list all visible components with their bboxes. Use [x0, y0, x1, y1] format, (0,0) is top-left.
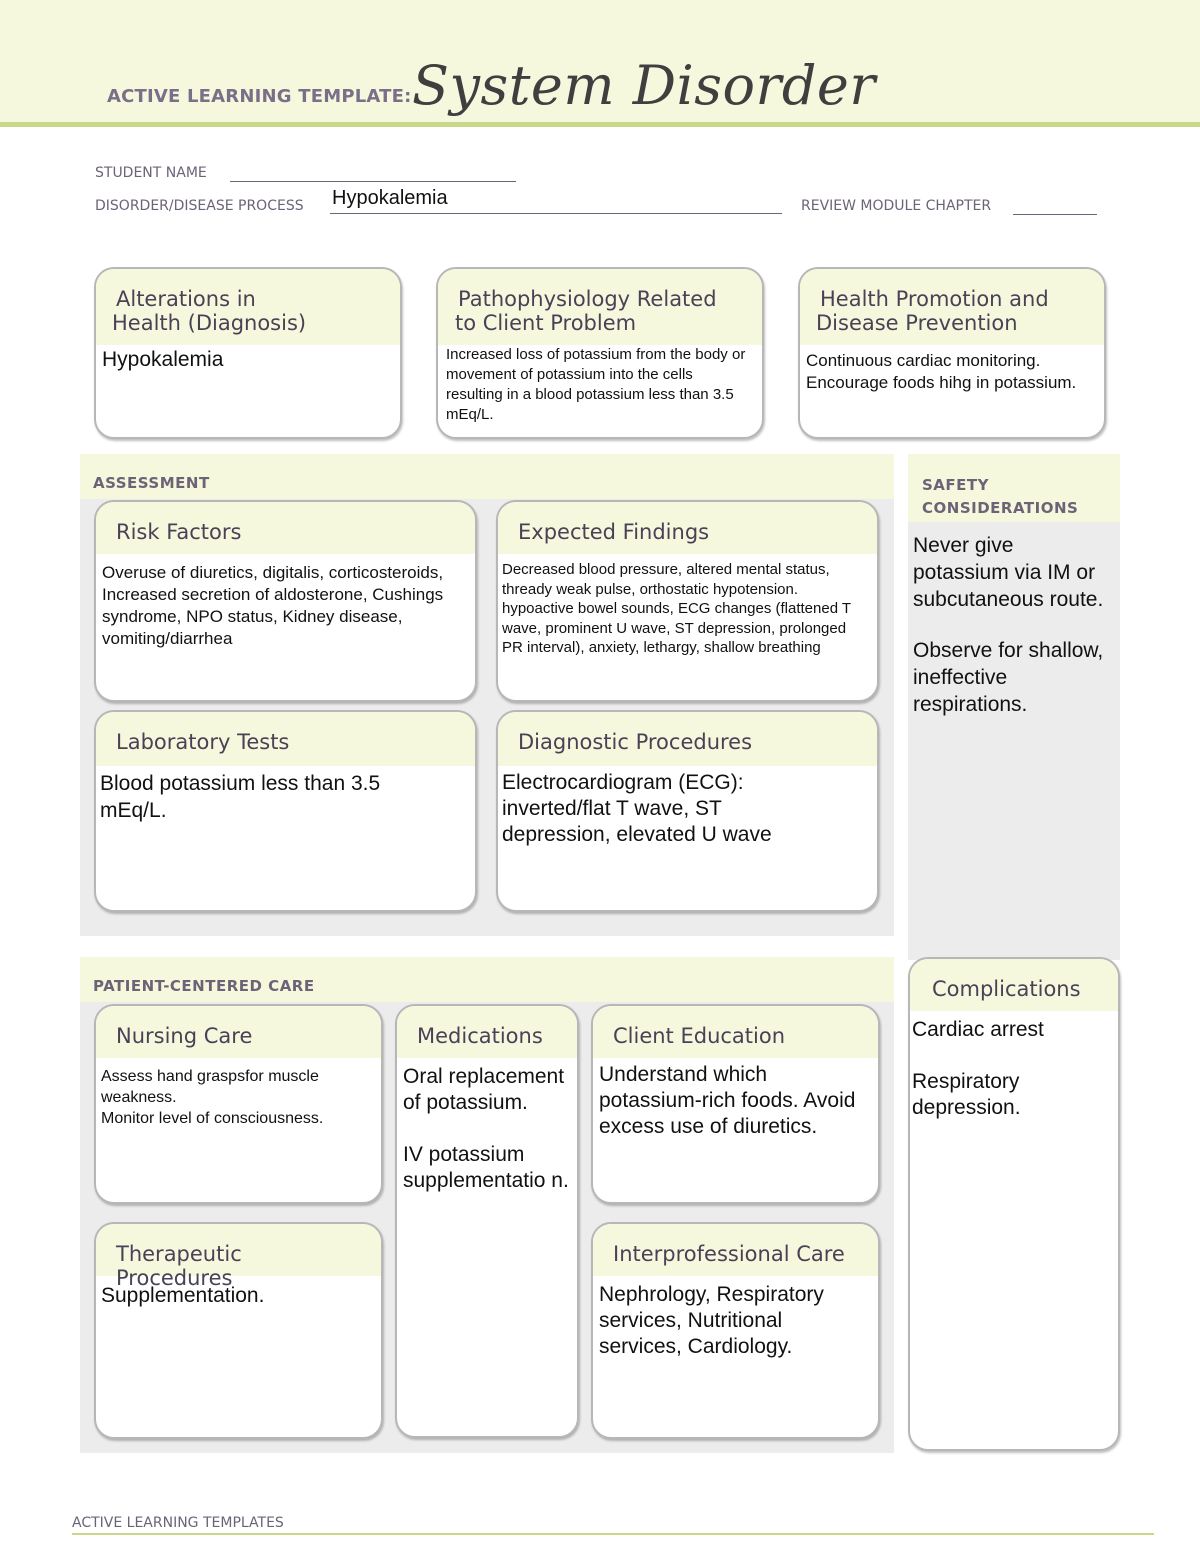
- nursing-care-line2: Monitor level of consciousness.: [101, 1110, 324, 1127]
- footer-text: ACTIVE LEARNING TEMPLATES: [72, 1515, 284, 1531]
- client-education-card: [591, 1004, 880, 1204]
- disorder-label: DISORDER/DISEASE PROCESS: [95, 198, 304, 214]
- pathophysiology-card: [436, 267, 764, 439]
- footer-rule: [72, 1533, 1154, 1535]
- safety-title: [922, 474, 1078, 520]
- safety-para2: Observe for shallow, ineffective respirations.: [913, 639, 1104, 716]
- patient-care-title: PATIENT-CENTERED CARE: [93, 977, 315, 995]
- complications-card: [908, 957, 1120, 1451]
- alterations-title-line2: Health (Diagnosis): [112, 311, 307, 335]
- health-promotion-card: [798, 267, 1106, 439]
- complications-para2: Respiratory depression.: [912, 1070, 1021, 1119]
- health-promotion-title-line1: Health Promotion and: [820, 287, 1049, 311]
- medications-card: [395, 1004, 579, 1438]
- laboratory-tests-card: [94, 710, 477, 912]
- risk-factors-header: Risk Factors: [96, 502, 475, 554]
- interprofessional-care-card: [591, 1222, 880, 1439]
- health-promotion-title-line2: Disease Prevention: [816, 311, 1018, 335]
- interprofessional-care-header: Interprofessional Care: [593, 1224, 878, 1276]
- review-module-label: REVIEW MODULE CHAPTER: [801, 198, 992, 214]
- expected-findings-card: [496, 500, 879, 702]
- medications-body: [397, 1058, 577, 1194]
- safety-title-line2: CONSIDERATIONS: [922, 499, 1079, 517]
- expected-findings-body: Decreased blood pressure, altered mental status, thready weak pulse, orthostatic hypotension. hypoactive bowel sounds, ECG changes (flattened T wave, prominent U wave, ST depression, prolonged PR interval), anxiety, lethargy, shallow breathing: [502, 561, 851, 656]
- nursing-care-line1: Assess hand graspsfor muscle weakness.: [101, 1068, 319, 1106]
- laboratory-tests-header: Laboratory Tests: [96, 712, 475, 766]
- medications-para1: Oral replacement of potassium.: [403, 1065, 565, 1114]
- pathophysiology-title-line2: to Client Problem: [455, 311, 637, 335]
- alterations-body: Hypokalemia: [102, 348, 224, 371]
- diagnostic-procedures-body: Electrocardiogram (ECG): inverted/flat T wave, ST depression, elevated U wave: [502, 771, 772, 846]
- risk-factors-body: Overuse of diuretics, digitalis, corticosteroids, Increased secretion of aldosterone, Cushings syndrome, NPO status, Kidney disease, vomiting/diarrhea: [102, 563, 444, 648]
- complications-body: [910, 1011, 1118, 1121]
- safety-title-line1: SAFETY: [922, 476, 989, 494]
- medications-header: Medications: [397, 1006, 577, 1058]
- pathophysiology-body: Increased loss of potassium from the body or movement of potassium into the cells resulting in a blood potassium less than 3.5 mEq/L.: [446, 346, 746, 423]
- complications-header: Complications: [910, 959, 1118, 1011]
- safety-body: [913, 532, 1113, 718]
- client-education-header: Client Education: [593, 1006, 878, 1058]
- diagnostic-procedures-card: [496, 710, 879, 912]
- disorder-field[interactable]: [330, 186, 782, 214]
- nursing-care-card: [94, 1004, 383, 1204]
- medications-para2: IV potassium supplementatio n.: [403, 1143, 569, 1192]
- therapeutic-procedures-header: Therapeutic Procedures: [96, 1224, 381, 1276]
- alterations-card: [94, 267, 402, 439]
- pathophysiology-card-header: [438, 269, 762, 345]
- nursing-care-body: [96, 1058, 381, 1129]
- risk-factors-card: [94, 500, 477, 702]
- client-education-body: Understand which potassium-rich foods. Avoid excess use of diuretics.: [599, 1063, 856, 1138]
- assessment-title: ASSESSMENT: [93, 474, 210, 492]
- template-label: ACTIVE LEARNING TEMPLATE:: [107, 86, 412, 107]
- student-name-label: STUDENT NAME: [95, 165, 207, 181]
- nursing-care-header: Nursing Care: [96, 1006, 381, 1058]
- therapeutic-procedures-body: Supplementation.: [101, 1284, 265, 1307]
- safety-panel: [908, 454, 1120, 960]
- pathophysiology-title-line1: Pathophysiology Related: [458, 287, 717, 311]
- disorder-value: Hypokalemia: [332, 187, 448, 209]
- therapeutic-procedures-card: [94, 1222, 383, 1439]
- alterations-title-line1: Alterations in: [116, 287, 256, 311]
- page-title: System Disorder: [412, 54, 876, 117]
- laboratory-tests-body: Blood potassium less than 3.5 mEq/L.: [100, 772, 381, 822]
- interprofessional-care-body: Nephrology, Respiratory services, Nutritional services, Cardiology.: [599, 1283, 824, 1358]
- header-rule: [0, 122, 1200, 127]
- student-name-field[interactable]: [230, 167, 516, 182]
- diagnostic-procedures-header: Diagnostic Procedures: [498, 712, 877, 766]
- complications-para1: Cardiac arrest: [912, 1018, 1044, 1041]
- alterations-card-header: [96, 269, 400, 345]
- safety-para1: Never give potassium via IM or subcutaneous route.: [913, 534, 1104, 611]
- expected-findings-header: Expected Findings: [498, 502, 877, 554]
- review-module-field[interactable]: [1013, 200, 1097, 215]
- health-promotion-card-header: [800, 269, 1104, 345]
- health-promotion-body: Continuous cardiac monitoring. Encourage foods hihg in potassium.: [806, 351, 1077, 392]
